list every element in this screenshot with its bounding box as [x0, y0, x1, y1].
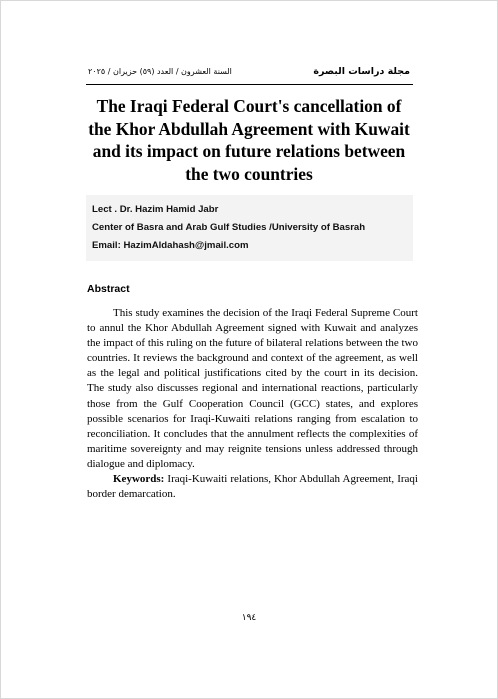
author-name: Lect . Dr. Hazim Hamid Jabr	[92, 204, 219, 215]
title-line: The Iraqi Federal Court's cancellation of	[96, 96, 402, 116]
keywords-paragraph	[87, 472, 418, 502]
author-email: Email: HazimAldahash@jmail.com	[92, 240, 249, 251]
title-line: and its impact on future relations between	[92, 141, 406, 161]
header-divider	[86, 84, 413, 85]
author-info-box	[86, 195, 413, 261]
title-line: the two countries	[185, 163, 313, 184]
running-header	[86, 66, 412, 82]
issue-info: السنة العشرون / العدد (٥٩) حزيران / ٢٠٢٥	[88, 67, 232, 76]
title-line: the Khor Abdullah Agreement with Kuwait	[88, 118, 410, 139]
abstract-section	[87, 306, 418, 502]
abstract-body: This study examines the decision of the Iraqi Federal Supreme Court to annul the Khor Abdullah Agreement signed with Kuwait and analyzes the impact of this ruling on the future of bilateral relations between the two countries. It reviews the background and context of the agreement, as well as the legal and political justifications cited by the court in its decision. The study also discusses regional and international reactions, particularly those from the Gulf Cooperation Council (GCC) states, and explores possible scenarios for Iraqi-Kuwaiti relations ranging from escalation to reconciliation. It concludes that the annulment reflects the complexities of maritime sovereignty and may reignite tensions unless addressed through dialogue and diplomacy.	[87, 307, 418, 470]
author-affiliation: Center of Basra and Arab Gulf Studies /University of Basrah	[92, 222, 366, 233]
keywords-text: Iraqi-Kuwaiti relations, Khor Abdullah Agreement, Iraqi border demarcation.	[87, 473, 418, 501]
keywords-label: Keywords:	[113, 473, 165, 486]
journal-name: مجلة دراسات البصرة	[313, 66, 410, 77]
page-number: ١٩٤	[241, 613, 257, 623]
abstract-heading: Abstract	[87, 283, 130, 295]
article-title	[40, 95, 458, 185]
